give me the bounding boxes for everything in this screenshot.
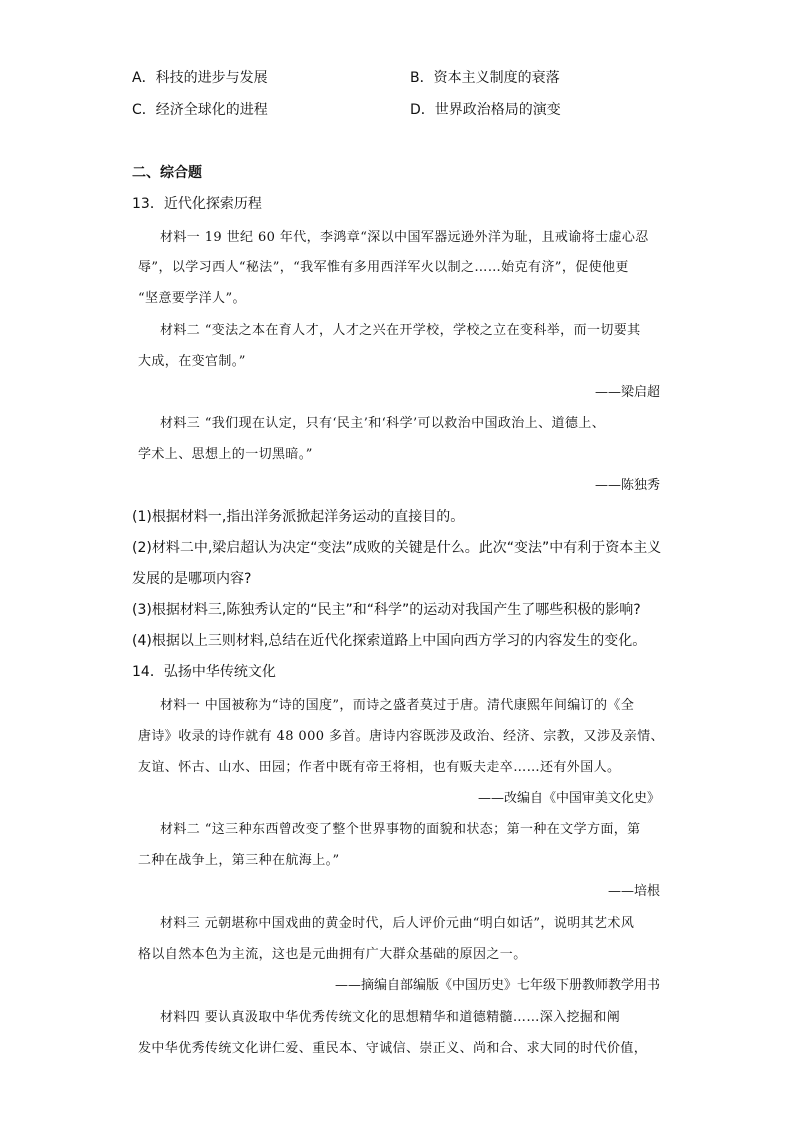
q14-material-3-line: 材料三 元朝堪称中国戏曲的黄金时代，后人评价元曲“明白如话”，说明其艺术风 (160, 916, 635, 931)
q14-material-1-line: 友谊、怀古、山水、田园；作者中既有帝王将相，也有贩夫走卒……还有外国人。 (138, 760, 621, 775)
question-14-title: 14．弘扬中华传统文化 (132, 664, 276, 680)
q13-material-3-line: 学术上、思想上的一切黑暗。” (138, 447, 313, 462)
q14-material-3-source: ——摘编自部编版《中国历史》七年级下册教师教学用书 (334, 978, 660, 993)
q14-material-2-source: ——培根 (607, 884, 660, 899)
q13-material-2-line: 大成，在变官制。” (138, 354, 246, 369)
q14-material-4-line: 材料四 要认真汲取中华优秀传统文化的思想精华和道德精髓……深入挖掘和阐 (160, 1010, 621, 1025)
q13-material-3-source: ——陈独秀 (594, 478, 660, 493)
q14-material-1-line: 唐诗》收录的诗作就有 48 000 多首。唐诗内容既涉及政治、经济、宗教，又涉及亲情、 (138, 729, 664, 744)
q14-material-1-line: 材料一 中国被称为“诗的国度”，而诗之盛者莫过于唐。清代康熙年间编订的《全 (160, 698, 635, 713)
q14-material-2-line: 材料二 “这三种东西曾改变了整个世界事物的面貌和状态；第一种在文学方面，第 (160, 822, 641, 837)
q13-material-2-source: ——梁启超 (594, 385, 660, 400)
q13-material-2-line: 材料二 “变法之本在育人才，人才之兴在开学校，学校之立在变科举，而一切要其 (160, 323, 641, 338)
option-b: B．资本主义制度的衰落 (410, 70, 560, 86)
q14-material-2-line: 二种在战争上，第三种在航海上。” (138, 853, 340, 868)
q13-subquestion: 发展的是哪项内容? (132, 571, 252, 587)
q13-material-1-line: “坚意要学洋人”。 (138, 291, 246, 306)
section-title: 二、综合题 (132, 165, 202, 181)
option-a: A．科技的进步与发展 (132, 70, 268, 86)
q13-material-1-line: 辱”，以学习西人“秘法”，“我军惟有多用西洋军火以制之……始克有济”，促使他更 (138, 260, 629, 275)
q14-material-1-source: ——改编自《中国审美文化史》 (477, 791, 660, 806)
q13-material-1-line: 材料一 19 世纪 60 年代，李鸿章“深以中国军器远逊外洋为耻，且戒谕将士虚心忍 (160, 230, 649, 245)
q13-subquestion: (2)材料二中,梁启超认为决定“变法”成败的关键是什么。此次“变法”中有利于资本主义 (132, 540, 662, 556)
q13-subquestion: (3)根据材料三,陈独秀认定的“民主”和“科学”的运动对我国产生了哪些积极的影响? (132, 602, 641, 618)
q13-subquestion: (1)根据材料一,指出洋务派掀起洋务运动的直接目的。 (132, 509, 465, 525)
question-13-title: 13．近代化探索历程 (132, 196, 262, 212)
q14-material-4-line: 发中华优秀传统文化讲仁爱、重民本、守诚信、崇正义、尚和合、求大同的时代价值， (138, 1041, 648, 1056)
q14-material-3-line: 格以自然本色为主流，这也是元曲拥有广大群众基础的原因之一。 (138, 947, 527, 962)
option-c: C．经济全球化的进程 (132, 102, 268, 118)
option-d: D．世界政治格局的演变 (410, 102, 561, 118)
q13-subquestion: (4)根据以上三则材料,总结在近代化探索道路上中国向西方学习的内容发生的变化。 (132, 633, 647, 649)
q13-material-3-line: 材料三 “我们现在认定，只有‘民主’和‘科学’可以救治中国政治上、道德上、 (160, 416, 606, 431)
